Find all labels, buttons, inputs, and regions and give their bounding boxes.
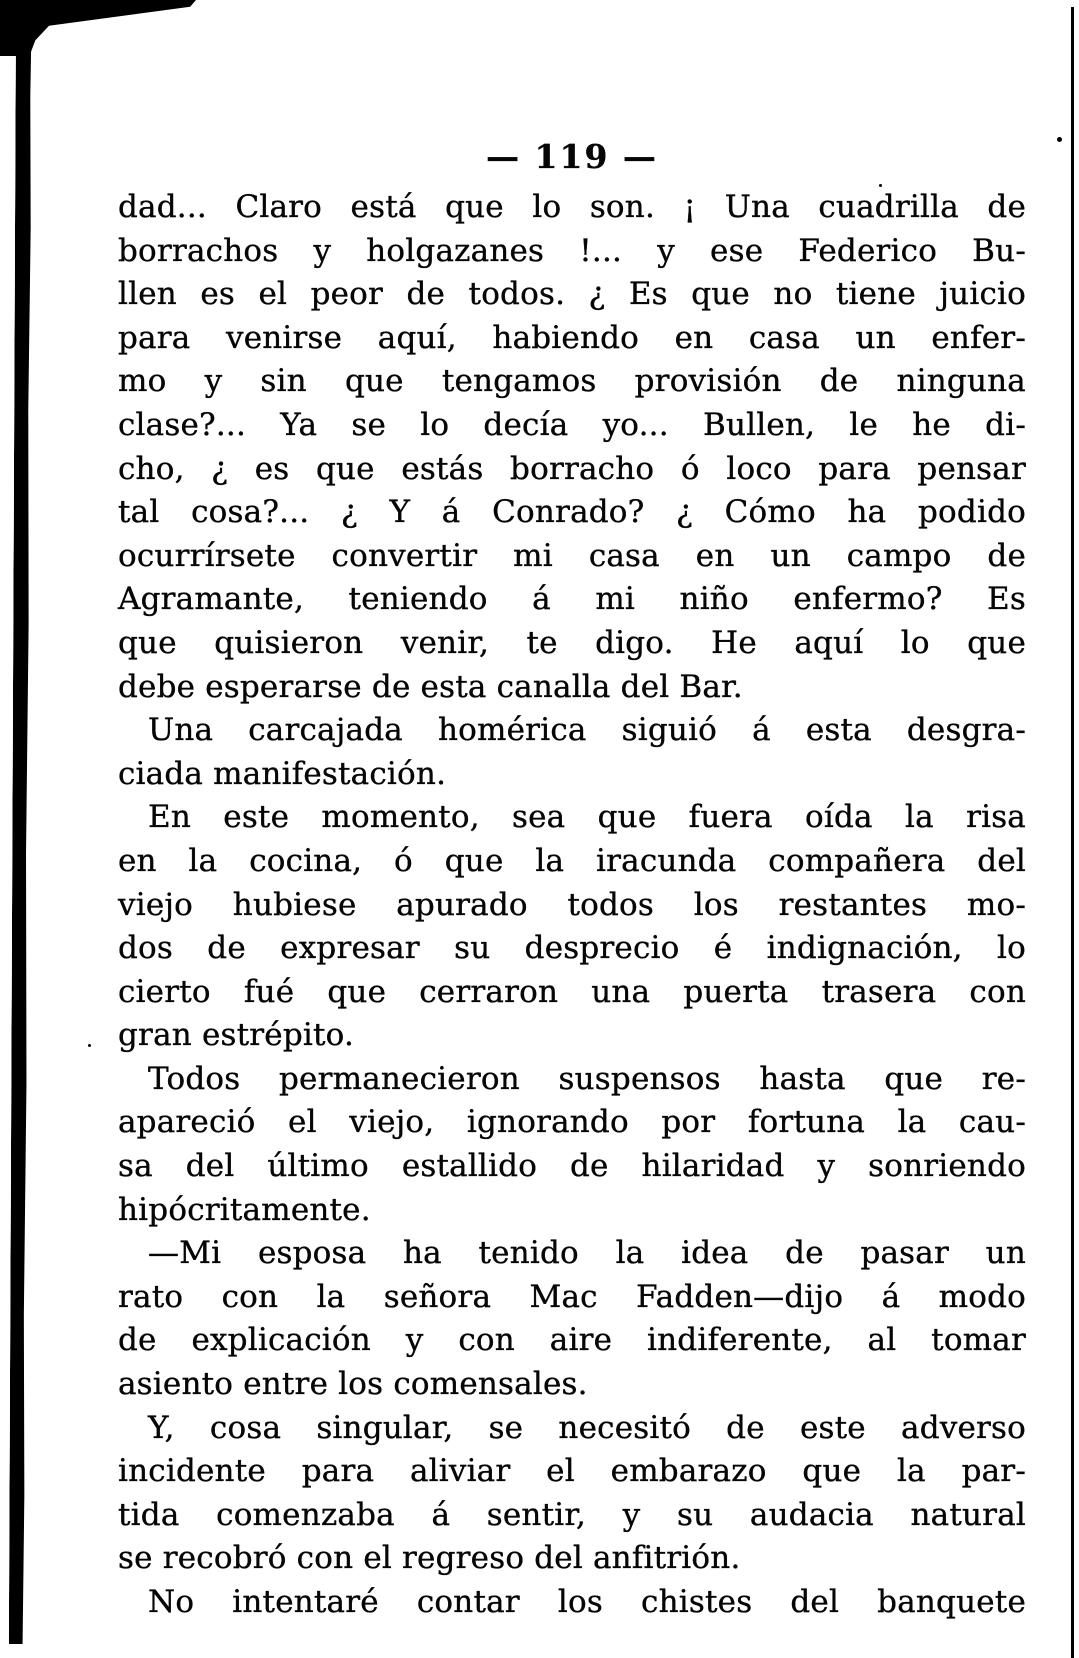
text-line: ocurrírsete convertir mi casa en un campo de <box>118 537 1026 574</box>
text-line: tida comenzaba á sentir, y su audacia natural <box>118 1496 1026 1533</box>
page-number: — 119 — <box>486 137 658 176</box>
text-line: gran estrépito. <box>118 1017 355 1054</box>
text-line: debe esperarse de esta canalla del Bar. <box>118 668 743 705</box>
text-line: cho, ¿ es que estás borracho ó loco para pensar <box>118 450 1026 487</box>
text-line: sa del último estallido de hilaridad y sonriendo <box>118 1148 1026 1185</box>
text-line: asiento entre los comensales. <box>118 1366 588 1403</box>
text-line: viejo hubiese apurado todos los restantes mo- <box>118 886 1026 923</box>
text-line: en la cocina, ó que la iracunda compañera del <box>118 842 1026 879</box>
text-line: clase?... Ya se lo decía yo... Bullen, le he di- <box>118 406 1026 443</box>
text-line: dos de expresar su desprecio é indignación, lo <box>118 930 1026 967</box>
text-line: dad... Claro está que lo son. ¡ Una cuadrilla de <box>118 189 1026 225</box>
text-line: No intentaré contar los chistes del banquete <box>148 1584 1026 1620</box>
text-line: incidente para aliviar el embarazo que la par- <box>118 1453 1026 1490</box>
text-line: rato con la señora Mac Fadden—dijo á modo <box>118 1278 1026 1315</box>
text-line: tal cosa?... ¿ Y á Conrado? ¿ Cómo ha podido <box>118 494 1026 531</box>
text-line: para venirse aquí, habiendo en casa un enfer- <box>118 319 1026 356</box>
text-line: ciada manifestación. <box>118 755 447 792</box>
scan-binding-shadow-strip <box>9 0 32 1644</box>
text-line: mo y sin que tengamos provisión de ninguna <box>118 363 1026 400</box>
scan-page-edge-line <box>1071 7 1074 1658</box>
text-line: Todos permanecieron suspensos hasta que re- <box>148 1060 1026 1097</box>
text-line: —Mi esposa ha tenido la idea de pasar un <box>148 1235 1026 1272</box>
text-line: Una carcajada homérica siguió á esta desgra- <box>148 712 1026 749</box>
text-line: hipócritamente. <box>118 1191 371 1228</box>
ink-speck <box>88 1044 91 1047</box>
text-line: llen es el peor de todos. ¿ Es que no tiene juicio <box>118 276 1026 313</box>
text-line: Agramante, teniendo á mi niño enfermo? Es <box>118 581 1026 618</box>
text-line: borrachos y holgazanes !... y ese Federico Bu- <box>118 232 1026 269</box>
page-body <box>118 186 1026 1625</box>
text-line: cierto fué que cerraron una puerta trasera con <box>118 973 1026 1010</box>
text-line: apareció el viejo, ignorando por fortuna la cau- <box>118 1104 1026 1141</box>
text-line: se recobró con el regreso del anfitrión. <box>118 1540 741 1577</box>
text-column <box>118 136 1026 1625</box>
text-line: En este momento, sea que fuera oída la risa <box>148 799 1026 836</box>
text-line: de explicación y con aire indiferente, al tomar <box>118 1322 1026 1359</box>
text-line: Y, cosa singular, se necesitó de este adverso <box>148 1409 1026 1446</box>
text-line: que quisieron venir, te digo. He aquí lo que <box>118 624 1026 661</box>
ink-speck <box>1057 137 1062 142</box>
